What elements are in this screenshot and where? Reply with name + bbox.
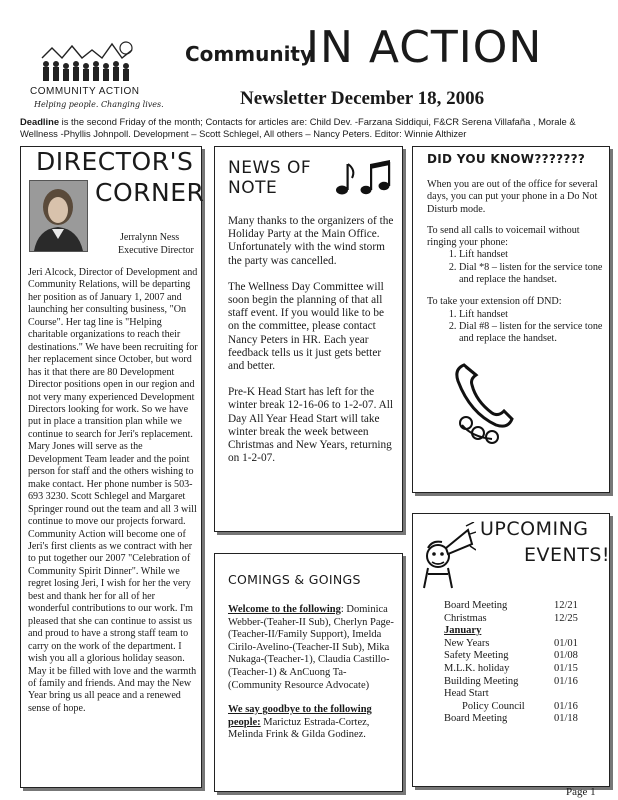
megaphone-person-icon — [418, 522, 476, 592]
goodbye-paragraph — [228, 704, 398, 742]
news-paragraph: The Wellness Day Committee will soon begin the planning of that all staff event. If you would like to be on the committee, please contact Nancy Peters in HR. Each year feedback tells us it just gets better and better. — [228, 280, 385, 373]
welcome-paragraph: Welcome to the following: Dominica Webber-(Teaher-II Sub), Cherlyn Page-(Teacher-II/Family Support), Imelda Cirilo-Avelino-(Teacher-II Sub), Mika Nukaga-(Teacher-1), Claudia Castillo-(Teacher-1) & AnCuong Ta-(Community Resource Advocate) — [228, 604, 394, 691]
directors-corner-heading-1: DIRECTOR'S — [36, 147, 194, 176]
dyk-list-voicemail — [427, 249, 603, 286]
event-row — [444, 638, 594, 651]
did-you-know-heading: DID YOU KNOW??????? — [427, 152, 586, 166]
deadline-text: is the second Friday of the month; Contacts for articles are: Child Dev. -Farzana Siddiqui, F&CR Serena Villafaña , Morale & Wellness -Phyllis Johnpoll. Development – Scott Schlegel, All others – Nancy Peters. Editor: Winnie Althizer — [20, 116, 576, 139]
welcome-text: Dominica Webber-(Teaher-II Sub), Cherlyn Page-(Teacher-II/Family Support), Imelda Cirilo-Avelino-(Teacher-II Sub), Mika Nukaga-(Teacher-1), Claudia Castillo-(Teacher-1) & AnCuong Ta-(Community Resource Advocate) — [228, 604, 394, 691]
director-title: Executive Director — [118, 245, 194, 256]
welcome-label: Welcome to the following — [228, 604, 341, 615]
director-photo — [29, 180, 88, 252]
upcoming-events-heading-1: UPCOMING — [480, 518, 589, 540]
event-name: M.L.K. holiday — [444, 662, 510, 674]
event-name: Christmas — [444, 612, 487, 624]
event-date: 01/18 — [554, 713, 578, 725]
directors-corner-body: Jeri Alcock, Director of Development and Community Relations, will be departing her position as of January 1, 2007 and launching her consulting business, "On Course". Her tag line is "Helping charitable organizations to reach their destinations." We have been recruiting for her replacement since October, but word has it that there are 80 Development Director positions open in our region and not very many experienced Development Directors looking for work. So we have put in place a transition plan while we continue to search for Jeri's replacement. Mary Jones will serve as the Development Team leader and the point person for staff and the others wishing to make contact. Her phone number is 503-693 3230. Scott Schlegel and Margaret Springer round out the team and all 3 will continue to move our projects forward. Community Action will become one of Jeri's first clients as we contract with her to put together our 2007 "Celebration of Community Spirit Dinner". While we regret losing Jeri, I wish for her the very best and thank her for all of her wonderful contributions to our work. I'm pleased that she can continue to assist us and proud to have a strong staff team to carry on the work of the department. I wish you all a glorious holiday season. May it be filled with love and the warmth of family and friends. And may the New Year bring us all peace and a renewed sense of hope. — [28, 267, 198, 714]
music-notes-icon — [334, 160, 392, 196]
event-date — [554, 688, 594, 701]
event-date: 01/01 — [554, 637, 578, 649]
event-date: 12/21 — [554, 600, 578, 611]
event-name: Building Meeting — [444, 675, 519, 687]
news-of-note-body — [228, 215, 396, 478]
dyk-list-item: 1. Lift handset — [459, 249, 603, 261]
event-date: 01/15 — [554, 662, 578, 674]
event-date: 12/25 — [554, 612, 578, 624]
did-you-know-body — [427, 179, 603, 356]
logo-tagline: Helping people. Changing lives. — [34, 100, 164, 109]
event-name: Board Meeting — [444, 600, 508, 611]
news-paragraph: Many thanks to the organizers of the Holiday Party at the Main Office. Unfortunately with the wind storm the party was cancelled. — [228, 215, 394, 267]
event-date: 01/08 — [554, 650, 578, 662]
dyk-paragraph: When you are out of the office for several days, you can put your phone in a Do Not Disturb mode. — [427, 179, 598, 215]
event-row — [444, 650, 594, 663]
event-name: Head Start — [444, 688, 489, 700]
newsletter-title: IN ACTION — [306, 22, 543, 73]
page-number: Page 1 — [566, 786, 596, 798]
events-table — [444, 600, 594, 726]
upcoming-events-heading-2: EVENTS! — [524, 544, 611, 566]
comings-goings-body — [228, 604, 398, 754]
news-paragraph: Pre-K Head Start has left for the winter break 12-16-06 to 1-2-07. All Day All Year Head Start will take winter break the week between Christmas and New Years, returning on 1-2-07. — [228, 386, 394, 465]
event-month-label: January — [444, 625, 482, 637]
news-heading-line-2: NOTE — [228, 178, 278, 198]
goodbye-label: We say goodbye to the following people: — [228, 704, 372, 728]
event-date — [554, 625, 594, 638]
dyk-paragraph: To send all calls to voicemail without ringing your phone: — [427, 224, 580, 249]
newsletter-title-prefix: Community — [185, 42, 314, 66]
event-row — [444, 713, 594, 726]
event-name: Safety Meeting — [444, 650, 509, 662]
event-name: New Years — [444, 637, 490, 649]
news-of-note-heading — [228, 158, 311, 198]
deadline-note — [20, 116, 610, 139]
event-row — [444, 688, 594, 701]
event-row — [444, 600, 594, 613]
dyk-list-dnd — [427, 309, 603, 346]
event-row — [444, 701, 594, 714]
goodbye-text: Marictuz Estrada-Cortez, Melinda Frink & Gilda Godinez. — [228, 716, 370, 741]
telephone-icon — [452, 355, 532, 445]
deadline-label: Deadline — [20, 116, 60, 127]
event-name: Policy Council — [462, 700, 525, 712]
event-name: Board Meeting — [444, 713, 508, 725]
dyk-list-item: 2. Dial #8 – listen for the service tone and replace the handset. — [459, 321, 603, 346]
event-row — [444, 613, 594, 626]
event-row — [444, 676, 594, 689]
comings-goings-heading: COMINGS & GOINGS — [228, 572, 361, 587]
director-name: Jerralynn Ness — [120, 232, 180, 243]
dyk-paragraph: To take your extension off DND: — [427, 296, 562, 308]
logo-name: COMMUNITY ACTION — [30, 86, 140, 97]
directors-corner-heading-2: CORNER — [95, 178, 205, 207]
news-heading-line-1: NEWS OF — [228, 158, 312, 178]
event-row — [444, 663, 594, 676]
event-date: 01/16 — [554, 675, 578, 687]
event-row — [444, 625, 594, 638]
event-date: 01/16 — [554, 700, 578, 712]
dyk-list-item: 1. Lift handset — [459, 309, 603, 321]
newsletter-date: Newsletter December 18, 2006 — [240, 88, 485, 109]
dyk-list-item: 2. Dial *8 – listen for the service tone and replace the handset. — [459, 262, 603, 287]
